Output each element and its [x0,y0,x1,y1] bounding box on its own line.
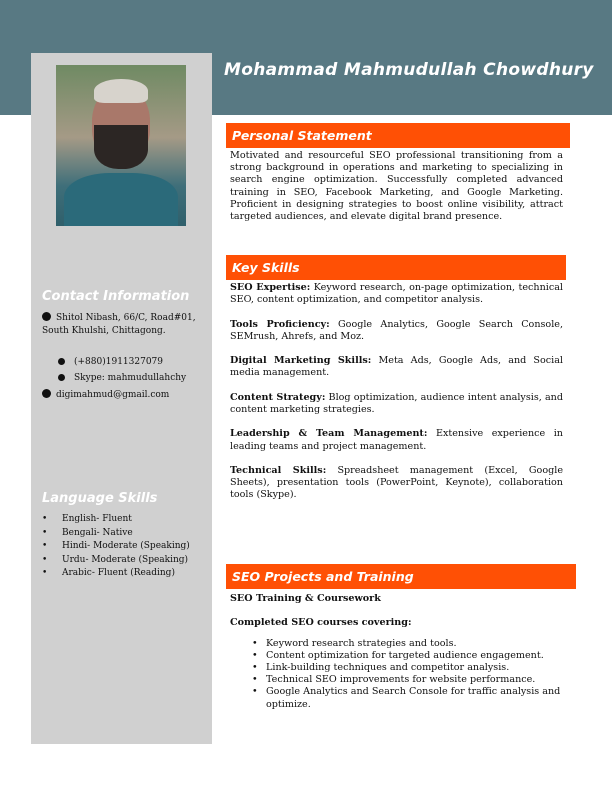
language-list [42,513,190,581]
list-item: • Urdu- Moderate (Speaking) [42,554,190,568]
personal-statement-text: Motivated and resourceful SEO professional transitioning from a strong background in operations and marketing to specializing in search engine optimization. Successfully completed advanced training in SEO, Facebook Marketing, and Google Marketing. Proficient in designing strategies to boost online visibility, attract targeted audiences, and elevate digital brand presence. [230,150,563,223]
list-item: • Hindi- Moderate (Speaking) [42,540,190,554]
list-item: • Google Analytics and Search Console for traffic analysis and optimize. [238,686,563,710]
skill-item: Tools Proficiency: Google Analytics, Google Search Console, SEMrush, Ahrefs, and Moz. [230,318,564,342]
projects-heading: SEO Projects and Training [226,564,576,589]
skill-item: Leadership & Team Management: Extensive experience in leading teams and project management. [230,428,563,452]
key-skills-heading: Key Skills [226,255,566,280]
profile-photo [56,65,186,226]
address: Shitol Nibash, 66/C, Road#01, South Khulshi, Chittagong. [42,313,196,336]
list-item: • Bengali- Native [42,527,190,541]
list-item: • Technical SEO improvements for website performance. [238,674,563,686]
personal-statement-heading: Personal Statement [226,123,570,148]
language-heading: Language Skills [42,491,158,506]
list-item: • Content optimization for targeted audience engagement. [238,650,563,662]
location-icon [42,312,51,321]
contact-heading: Contact Information [42,289,190,304]
list-item: • English- Fluent [42,513,190,527]
list-item: • Arabic- Fluent (Reading) [42,567,190,581]
projects-subheading: SEO Training & Coursework [230,593,381,604]
email-icon [42,389,51,398]
phone: (+880)1911327079 [58,356,163,369]
candidate-name: Mohammad Mahmudullah Chowdhury [224,60,594,80]
skill-item: Content Strategy: Blog optimization, audience intent analysis, and content marketing strategies. [230,391,563,415]
projects-intro: Completed SEO courses covering: [230,617,412,629]
skype: Skype: mahmudullahchy [58,372,186,385]
key-skills [230,282,563,514]
list-item: • Keyword research strategies and tools. [238,638,563,650]
skill-item: Technical Skills: Spreadsheet management (Excel, Google Sheets), presentation tools (PowerPoint, Keynote), collaboration tools (Skype). [230,464,563,501]
skill-item: SEO Expertise: Keyword research, on-page optimization, technical SEO, content optimization, and competitor analysis. [230,282,563,306]
skill-item: Digital Marketing Skills: Meta Ads, Google Ads, and Social media management. [230,355,563,379]
list-item: • Link-building techniques and competitor analysis. [238,662,563,674]
email[interactable]: digimahmud@gmail.com [42,389,169,402]
phone-icon [58,358,65,365]
projects [230,593,563,711]
skype-icon [58,374,65,381]
